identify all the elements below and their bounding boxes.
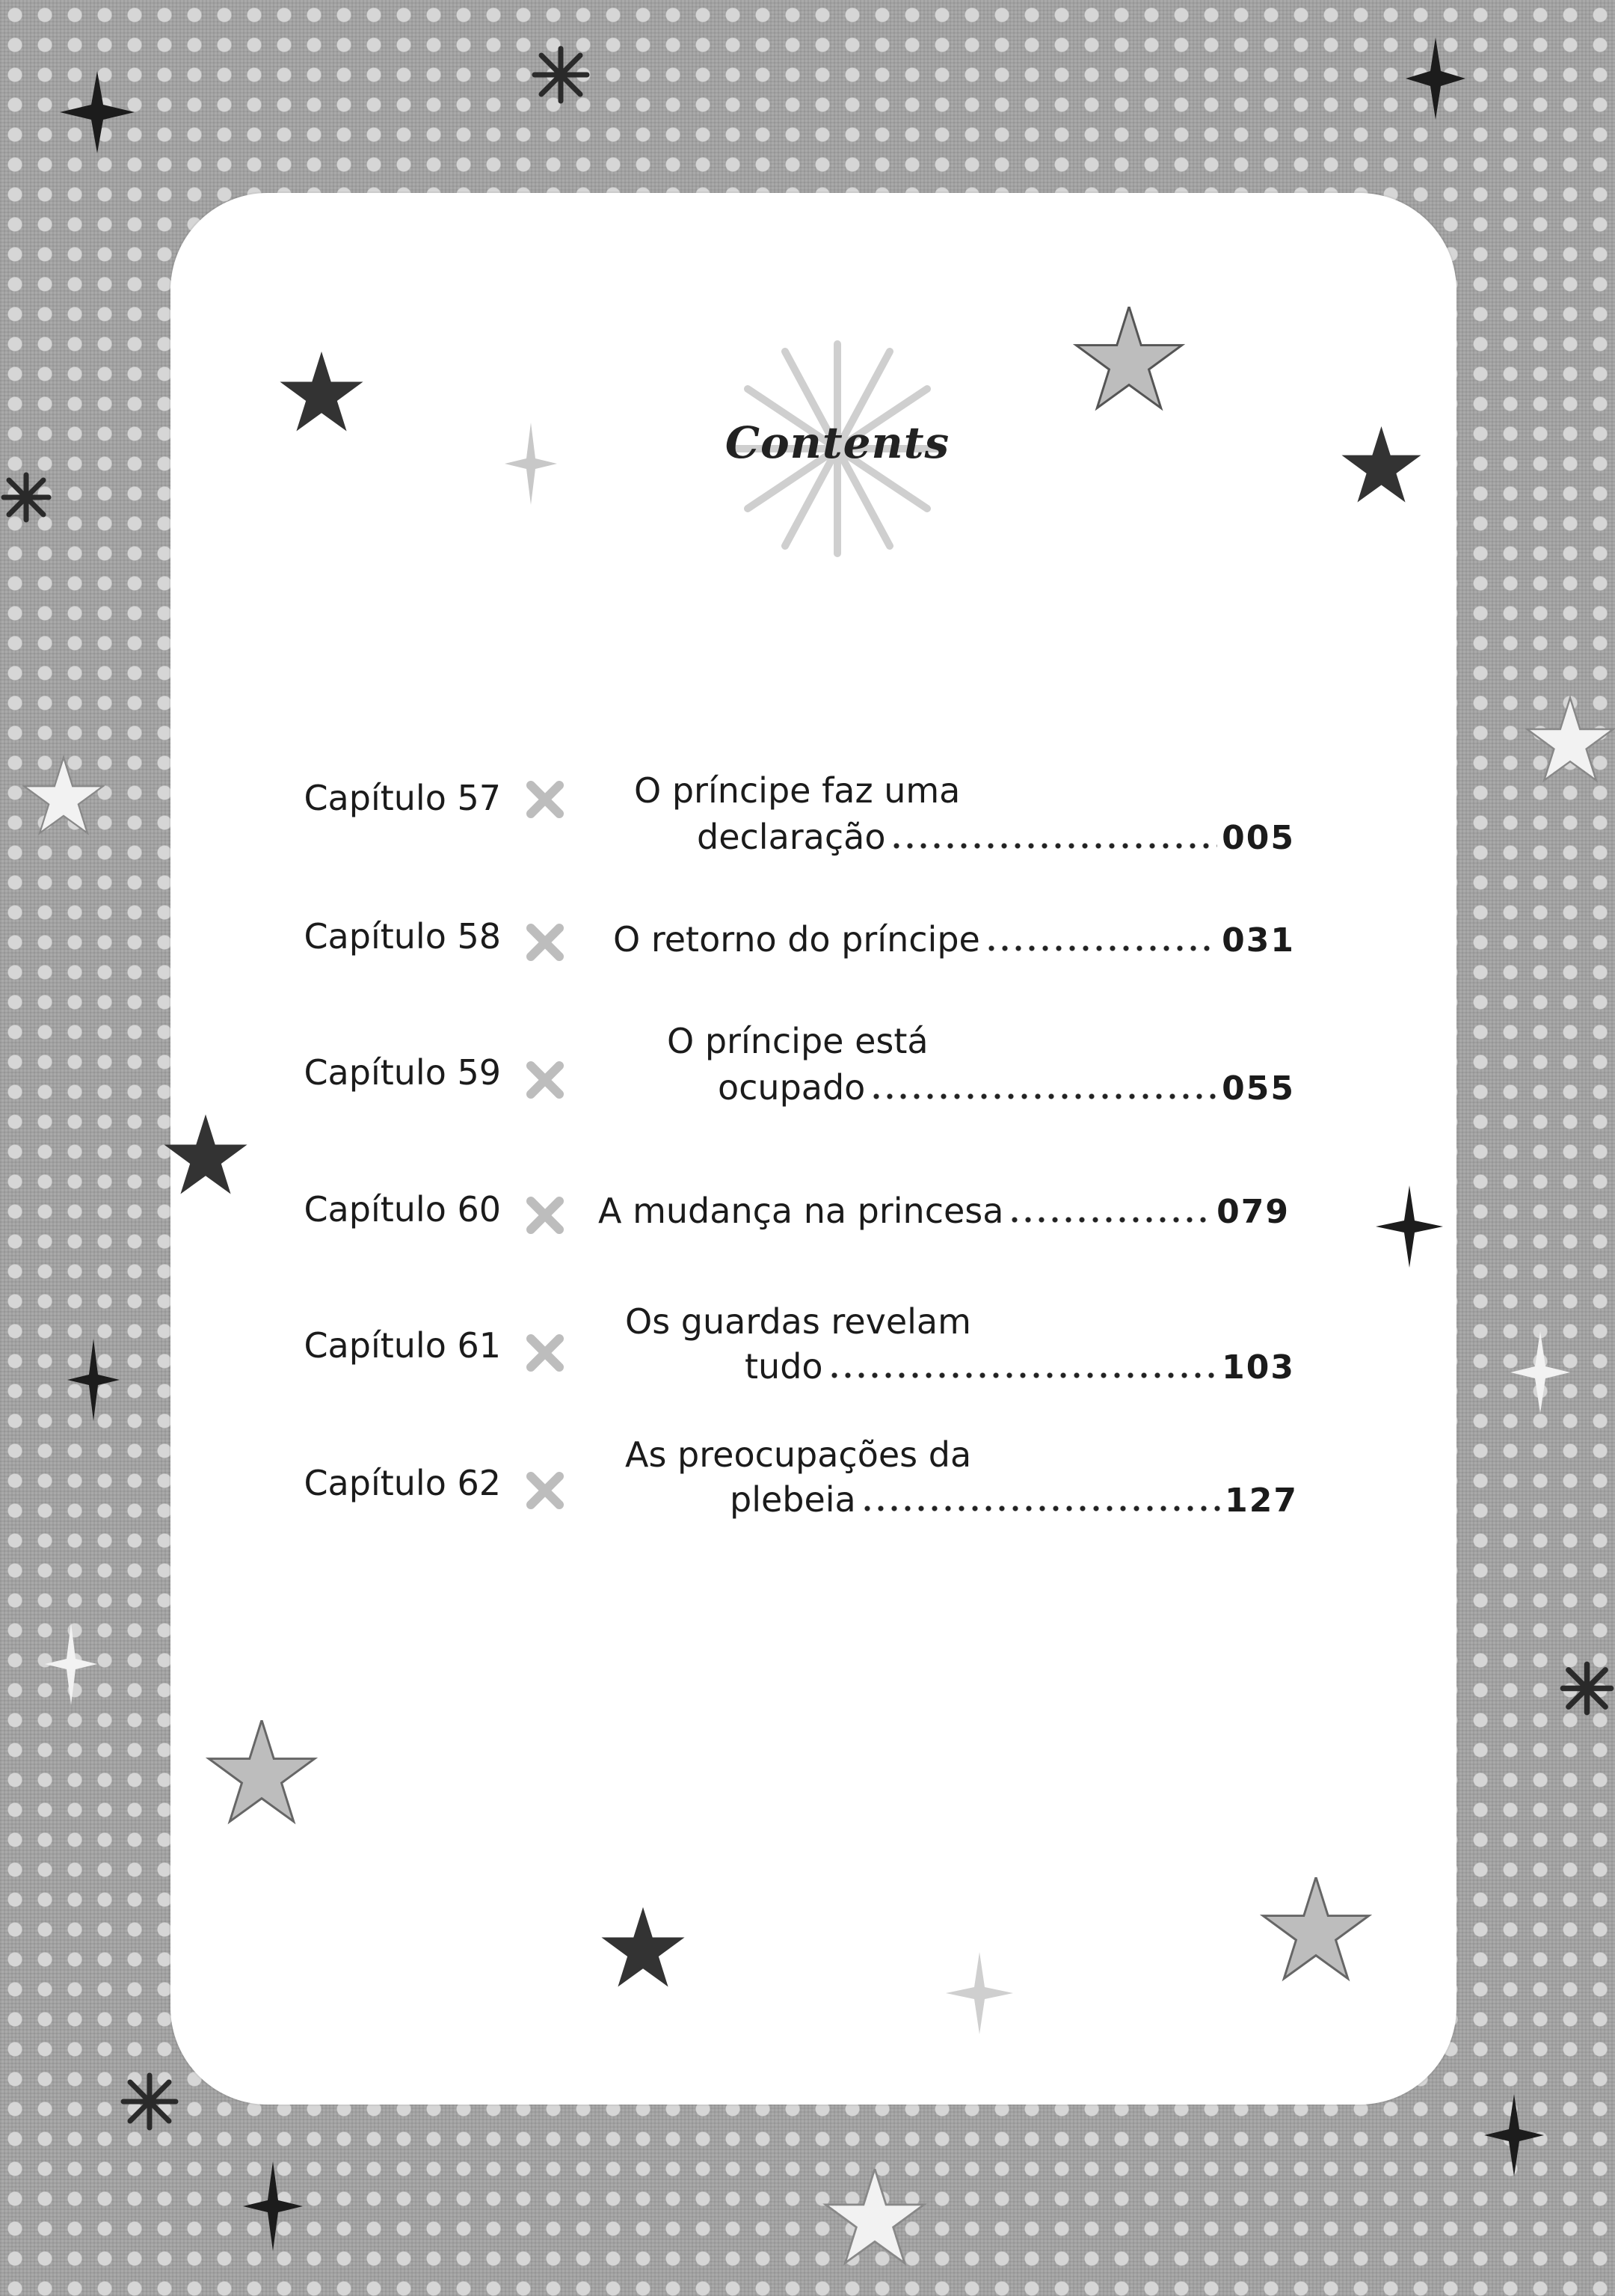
leader-dots [985, 945, 1217, 951]
chapter-title-text: O retorno do príncipe [613, 919, 980, 960]
star-icon [161, 1114, 250, 1197]
list-item [0, 1189, 1615, 1286]
chapter-title-line-1: Os guardas revelam [625, 1301, 971, 1342]
page-number: 079 [1216, 1193, 1290, 1231]
leader-dots [828, 1372, 1218, 1378]
leader-dots [890, 843, 1217, 849]
page-number: 055 [1222, 1069, 1295, 1108]
chapter-title-line-2 [730, 1479, 1298, 1520]
list-item [0, 1021, 1615, 1118]
burst-star-icon [120, 2072, 179, 2131]
chapter-title-line-2 [745, 1346, 1295, 1387]
leader-dots [1008, 1217, 1212, 1223]
chapter-number: Capítulo 62 [304, 1463, 501, 1503]
burst-star-icon [531, 45, 591, 105]
star-icon [277, 352, 366, 434]
chapter-title-line-1: O príncipe está [667, 1021, 929, 1061]
cross-icon [523, 1194, 567, 1237]
leader-dots [870, 1093, 1217, 1099]
chapter-title-text: ocupado [718, 1067, 866, 1108]
burst-star-icon [0, 471, 52, 524]
title-block [718, 329, 957, 568]
page-title: Contents [725, 417, 950, 468]
chapter-number: Capítulo 60 [304, 1189, 501, 1230]
sparkle-star-icon [45, 1623, 97, 1705]
sparkle-star-icon [243, 2161, 303, 2251]
star-icon [822, 2169, 927, 2266]
burst-star-icon [1559, 1660, 1615, 1716]
chapter-title-line-2 [697, 817, 1295, 857]
sparkle-star-icon [946, 1952, 1013, 2034]
cross-icon [523, 1058, 567, 1102]
chapter-number: Capítulo 59 [304, 1052, 501, 1093]
star-icon [1073, 307, 1185, 411]
sparkle-star-icon [505, 423, 557, 505]
chapter-number: Capítulo 57 [304, 778, 501, 818]
list-item [0, 1301, 1615, 1399]
page-number: 031 [1222, 921, 1295, 960]
page-number: 127 [1225, 1482, 1298, 1520]
page-number: 103 [1222, 1348, 1295, 1387]
chapter-title-text: plebeia [730, 1479, 856, 1520]
cross-icon [523, 921, 567, 964]
list-item [0, 1434, 1615, 1532]
sparkle-star-icon [1406, 37, 1465, 120]
leader-dots [861, 1505, 1220, 1511]
star-icon [1338, 426, 1424, 505]
star-icon [206, 1720, 318, 1825]
list-item [0, 916, 1615, 1013]
cross-icon [523, 778, 567, 821]
sparkle-star-icon [1484, 2094, 1544, 2176]
chapter-title-text: A mudança na princesa [598, 1191, 1004, 1231]
chapter-title-text: declaração [697, 817, 886, 857]
chapter-title-line-1: As preocupações da [625, 1434, 972, 1475]
cross-icon [523, 1331, 567, 1375]
list-item [0, 770, 1615, 868]
cross-icon [523, 1469, 567, 1512]
chapter-title-line-1: O príncipe faz uma [634, 770, 961, 811]
page-number: 005 [1222, 819, 1295, 857]
chapter-title-text: tudo [745, 1346, 823, 1387]
chapter-number: Capítulo 58 [304, 916, 501, 957]
chapter-title-line-2 [598, 1191, 1290, 1231]
star-icon [1260, 1877, 1372, 1982]
sparkle-star-icon [60, 71, 135, 153]
star-icon [598, 1907, 688, 1989]
chapter-title-line-2 [613, 919, 1295, 960]
chapter-title-line-2 [718, 1067, 1295, 1108]
chapter-number: Capítulo 61 [304, 1325, 501, 1366]
